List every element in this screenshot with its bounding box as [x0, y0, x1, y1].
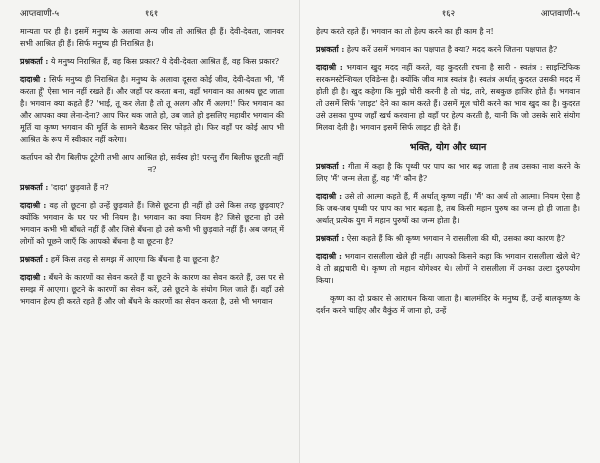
paragraph-text: मान्यता पर ही है। इसमें मनुष्य के अलावा अन्य जीव तो आश्रित ही हैं। देवी-देवता, जानवर सभी आश्रित ही हैं। सिर्फ मनुष्य ही निराश्रित है।: [20, 27, 284, 48]
paragraph-text: सिर्फ मनुष्य ही निराश्रित है। मनुष्य के अलावा दूसरा कोई जीव, देवी-देवता भी, 'मैं करता हूँ' ऐसा भान नहीं रखते हैं। और जहाँ पर करता बना, वहाँ भगवान का आश्रय छूट जाता है। भगवान क्या कहते हैं? 'भाई, तू कर लेता है तो तू अलग और मैं अलग!' फिर भगवान का और आपका क्या लेना-देना? आप फिर थक जाते हो, उब जाते हो इसलिए महावीर भगवान की मूर्ति या कृष्ण भगवान की मूर्ति के सामने बैठकर सिर फोड़ते हो। फिर वहाँ पर कोई आप भी आश्रित के रूप में स्वीकार नहीं करेगा।: [20, 75, 284, 144]
paragraph-text: हेल्प करें उसमें भगवान का पक्षपात है क्या? मदद करने जितना पक्षपात है?: [344, 45, 558, 54]
speaker-label: दादाश्री :: [20, 201, 47, 210]
paragraph-text: गीता में कहा है कि पृथ्वी पर पाप का भार बढ़ जाता है तब उसका नाश करने के लिए 'मैं' जन्म लेता हूँ, वह 'मैं' कौन है?: [316, 162, 580, 183]
running-title: आप्तवाणी-५: [20, 9, 60, 19]
question-paragraph: [316, 161, 580, 185]
left-page-header: [20, 6, 284, 20]
paragraph-text: ये मनुष्य निराश्रित हैं, वह किस प्रकार? ये देवी-देवता आश्रित हैं, वह किस प्रकार?: [48, 57, 280, 66]
answer-paragraph: [20, 272, 284, 308]
question-paragraph: [20, 254, 284, 266]
speaker-label: दादाश्री :: [316, 192, 342, 201]
paragraph-text: कृष्ण का दो प्रकार से आराधन किया जाता है। बालमंदिर के मनुष्य हैं, उन्हें बालकृष्ण के दर्शन करने चाहिए और वैकुंठ में जाना हो, उन्हें: [316, 294, 580, 315]
answer-paragraph: [20, 200, 284, 248]
paragraph: [316, 26, 580, 38]
paragraph-text: कर्तापन को रौग बिलीफ टूटेगी तभी आप आश्रित हो, सर्वस्व हो! परन्तु रौंग बिलीफ छूटती नहीं न?: [20, 153, 284, 174]
paragraph: [20, 152, 284, 176]
speaker-label: प्रश्नकर्ता :: [20, 57, 49, 66]
speaker-label: प्रश्नकर्ता :: [316, 234, 345, 243]
left-page-body: [20, 26, 284, 308]
page-number: १६२: [441, 9, 456, 19]
answer-paragraph: [316, 191, 580, 227]
paragraph-text: बँधने के कारणों का सेवन करते हैं या छूटने के कारण का सेवन करते हैं, उस पर से समझ में आएगा। छूटने के कारणों का सेवन करें, उसे छूटने के संयोग मिल जाते हैं। वहाँ उसे भगवान हेल्प ही करते रहते हैं और जो बँधने के कारणों का सेवन करता है, उसे भी भगवान: [20, 273, 284, 306]
answer-paragraph: [316, 62, 580, 134]
section-heading: भक्ति, योग और ध्यान: [409, 142, 487, 153]
answer-paragraph: [316, 251, 580, 287]
question-paragraph: [20, 182, 284, 194]
paragraph: [316, 293, 580, 317]
question-paragraph: [316, 44, 580, 56]
answer-paragraph: [20, 74, 284, 146]
paragraph: [20, 26, 284, 50]
paragraph-text: ऐसा कहते हैं कि श्री कृष्ण भगवान ने रासलीला की थी, उसका क्या कारण है?: [344, 234, 566, 243]
paragraph-text: हमें किस तरह से समझ में आएगा कि बँधना है या छूटना है?: [48, 255, 220, 264]
speaker-label: दादाश्री :: [316, 63, 343, 72]
speaker-label: दादाश्री :: [20, 273, 47, 282]
paragraph-text: 'दादा' छुड़वाते हैं न?: [48, 183, 109, 192]
paragraph-text: हेल्प करते रहते हैं। भगवान का तो हेल्प करने का ही काम है न!: [316, 27, 494, 36]
speaker-label: दादाश्री :: [316, 252, 342, 261]
speaker-label: दादाश्री :: [20, 75, 47, 84]
question-paragraph: [316, 233, 580, 245]
page-number: १६१: [144, 9, 159, 19]
paragraph-text: वह तो छूटना हो उन्हें छुड़वाते हैं। जिसे छूटना ही नहीं हो उसे किस तरह छुड़वाए? क्योंकि भगवान के घर पर भी नियम है। भगवान का क्या नियम है? जिसे छूटना हो उसे भगवान कभी भी बाँधते नहीं हैं और जिसे बँधना हो उसे कभी भी छुड़वाते नहीं हैं। अब जगत् में लोगों को पूछने जाएँ कि आपको बँधना है या छूटना है?: [20, 201, 284, 246]
right-page-body: [316, 26, 580, 317]
paragraph-text: उसे तो आत्मा कहते हैं, मैं अर्थात् कृष्ण नहीं। 'मैं' का अर्थ तो आत्मा। नियम ऐसा है कि जब-जब पृथ्वी पर पाप का भार बढ़ता है, तब किसी महान पुरुष का जन्म हो ही जाता है। अर्थात् प्रत्येक युग में महान पुरुषों का जन्म होता है।: [316, 192, 580, 225]
speaker-label: प्रश्नकर्ता :: [20, 255, 49, 264]
running-title: आप्तवाणी-५: [540, 9, 580, 19]
question-paragraph: [20, 56, 284, 68]
right-page: [300, 0, 600, 463]
speaker-label: प्रश्नकर्ता :: [20, 183, 49, 192]
speaker-label: प्रश्नकर्ता :: [316, 162, 345, 171]
paragraph-text: भगवान खुद मदद नहीं करते, वह कुदरती रचना है सारी - स्वतंत्र : साइन्टिफिक सरकमस्टेन्शियल एविडेन्स है। क्योंकि जीव मात्र स्वतंत्र है। स्वतंत्र अर्थात् कुदरत उसकी मदद में होती ही है। खुद कहेगा कि मुझे चोरी करनी है तो चंद्र, तारे, सबकुछ हाजिर होते हैं। भगवान तो उसमें सिर्फ 'लाइट' देने का काम करते हैं। उसमें मूल चोरी करने का भाव खुद का है। कुदरत उसे उसका पुण्य जहाँ खर्च करवाना हो वहाँ पर हेल्प करती है, यानी कि जो उसके सारे संयोग मिलवा देती है। भगवान इसमें सिर्फ लाइट ही देते हैं।: [316, 63, 580, 132]
paragraph-text: भगवान रासलीला खेले ही नहीं। आपको किसने कहा कि भगवान रासलीला खेले थे? वे तो ब्रह्मचारी थे। कृष्ण तो महान योगेश्वर थे। लोगों ने रासलीला में उनका उल्टा दुरुपयोग किया।: [316, 252, 581, 285]
speaker-label: प्रश्नकर्ता :: [316, 45, 345, 54]
right-page-header: [316, 6, 580, 20]
